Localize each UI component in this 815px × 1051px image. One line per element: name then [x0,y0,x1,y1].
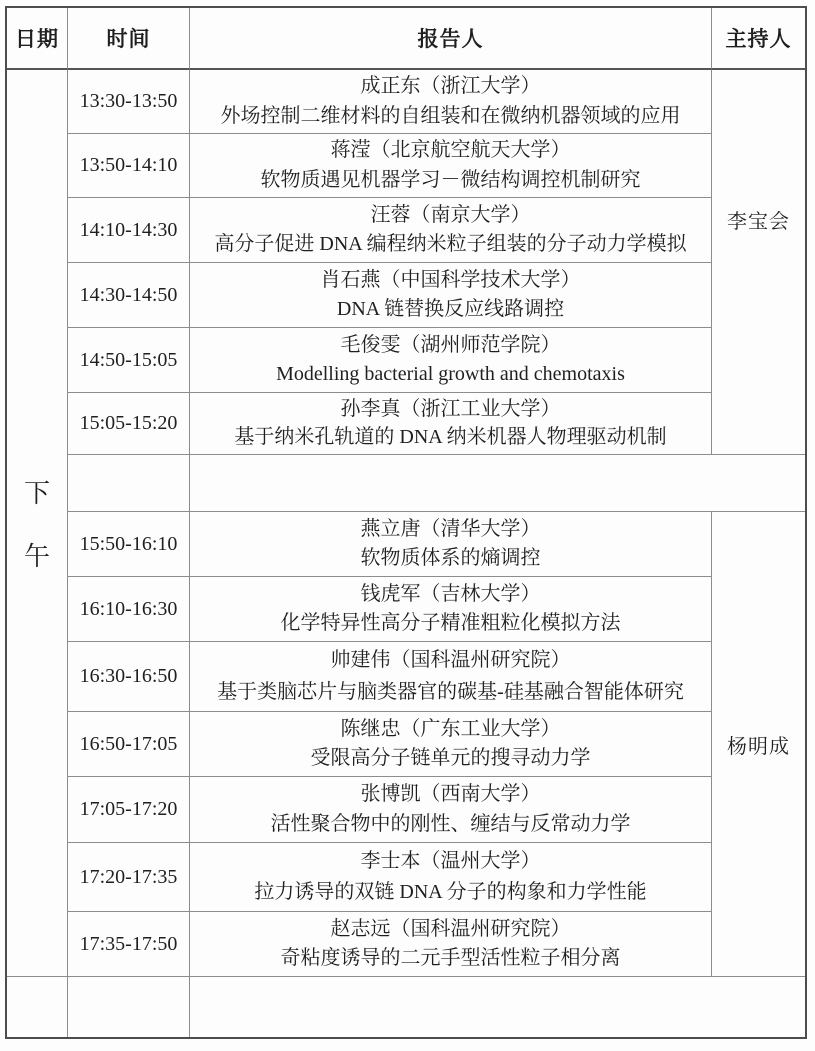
talk-title: 软物质遇见机器学习－微结构调控机制研究 [260,168,641,191]
talk-title: 化学特异性高分子精准粗粒化模拟方法 [280,612,621,635]
session-time: 17:05-17:20 [79,798,178,820]
speaker-name: 燕立唐（清华大学） [360,517,541,540]
talk-title: 高分子促进 DNA 编程纳米粒子组装的分子动力学模拟 [214,233,687,256]
talk-title: 软物质体系的熵调控 [360,547,541,570]
session-time: 16:50-17:05 [79,732,178,755]
header-chair: 主持人 [712,8,805,70]
speaker-name: 汪蓉（南京大学） [370,203,531,226]
speaker-name: 孙李真（浙江工业大学） [340,397,561,420]
session-speaker-cell [190,642,712,712]
session-speaker-cell [190,777,712,843]
speaker-name: 钱虎军（吉林大学） [360,582,541,605]
talk-title: 基于类脑芯片与脑类器官的碳基-硅基融合智能体研究 [217,680,684,703]
session-time-cell [68,134,190,198]
session-speaker-cell [190,70,712,134]
session-time-cell [68,70,190,134]
session-time-cell [68,912,190,977]
speaker-name: 毛俊雯（湖州师范学院） [340,333,561,356]
header-date: 日期 [7,8,68,70]
speaker-name: 张博凯（西南大学） [360,783,541,805]
speaker-name: 蒋滢（北京航空航天大学） [330,139,571,162]
session-time-cell [68,642,190,712]
session-time: 13:50-14:10 [79,154,178,176]
talk-title: 奇粘度诱导的二元手型活性粒子相分离 [280,947,621,970]
session-speaker-cell [190,328,712,393]
session-time: 15:50-16:10 [79,532,178,555]
session-time: 14:30-14:50 [79,283,178,306]
speaker-name: 成正东（浙江大学） [360,75,541,98]
session-speaker-cell [190,393,712,455]
talk-title: 基于纳米孔轨道的 DNA 纳米机器人物理驱动机制 [234,426,667,449]
session-speaker-cell [190,712,712,777]
session-time: 14:50-15:05 [79,348,178,371]
session-speaker-cell [190,843,712,912]
bottom-merged-cell [190,977,805,1037]
date-cell-afternoon [7,70,68,977]
session-time: 17:20-17:35 [79,865,178,888]
talk-title: 受限高分子链单元的搜寻动力学 [310,747,591,770]
session-speaker-cell [190,512,712,577]
speaker-name: 赵志远（国科温州研究院） [330,917,571,940]
session-time-cell [68,328,190,393]
speaker-name: 李士本（温州大学） [360,850,541,872]
session-time: 17:35-17:50 [79,932,178,955]
session-time-cell [68,577,190,642]
talk-title: 外场控制二维材料的自组装和在微纳机器领域的应用 [220,104,681,127]
chair-cell-block2: 杨明成 [712,512,805,977]
break-time-cell [68,455,190,512]
talk-title: 活性聚合物中的刚性、缠结与反常动力学 [270,813,631,835]
talk-title: DNA 链替换反应线路调控 [336,298,565,321]
speaker-name: 帅建伟（国科温州研究院） [330,649,571,672]
session-time-cell [68,843,190,912]
session-speaker-cell [190,134,712,198]
header-speaker: 报告人 [190,8,712,70]
date-char-1: 下 [23,479,50,508]
bottom-time-cell [68,977,190,1037]
session-time: 13:30-13:50 [79,90,178,112]
session-time: 16:10-16:30 [79,597,178,620]
session-time: 14:10-14:30 [79,218,178,241]
speaker-name: 陈继忠（广东工业大学） [340,717,561,740]
session-time: 16:30-16:50 [79,665,178,687]
chair-cell-block1: 李宝会 [712,70,805,455]
session-speaker-cell [190,263,712,328]
session-time-cell [68,512,190,577]
session-time-cell [68,393,190,455]
session-time-cell [68,712,190,777]
session-time-cell [68,263,190,328]
break-merged-cell [190,455,805,512]
session-speaker-cell [190,912,712,977]
session-speaker-cell [190,577,712,642]
session-time-cell [68,198,190,263]
session-speaker-cell [190,198,712,263]
talk-title: Modelling bacterial growth and chemotaxis [276,363,625,386]
date-char-2: 午 [23,542,50,571]
session-time-cell [68,777,190,843]
session-time: 15:05-15:20 [79,412,178,434]
bottom-date-cell [7,977,68,1037]
speaker-name: 肖石燕（中国科学技术大学） [320,268,581,291]
talk-title: 拉力诱导的双链 DNA 分子的构象和力学性能 [254,881,647,903]
header-time: 时间 [68,8,190,70]
schedule-table [5,6,807,1039]
